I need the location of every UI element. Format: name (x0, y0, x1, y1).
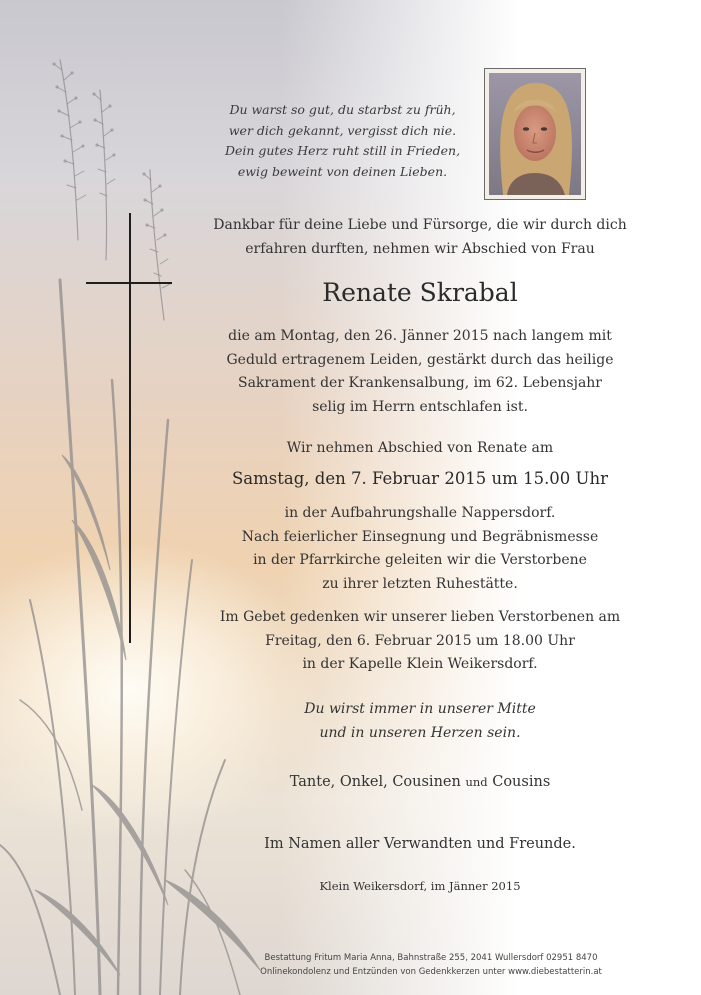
death-line: selig im Herrn entschlafen ist. (312, 398, 528, 415)
intro-line: Dankbar für deine Liebe und Fürsorge, die wir durch dich (213, 217, 627, 233)
mourners-list (190, 774, 650, 790)
poem-line: Du warst so gut, du starbst zu früh, (229, 102, 456, 117)
prayer-line: Freitag, den 6. Februar 2015 um 18.00 Uhr (265, 632, 575, 649)
place-line: Nach feierlicher Einsegnung und Begräbnismesse (241, 528, 599, 545)
intro-text (190, 214, 650, 261)
poem-line: Dein gutes Herz ruht still in Frieden, (224, 143, 461, 158)
dateline: Klein Weikersdorf, im Jänner 2015 (319, 879, 521, 893)
death-details (190, 325, 650, 419)
portrait-frame (484, 68, 586, 200)
portrait-photo (489, 73, 581, 195)
quote-line: Du wirst immer in unserer Mitte (304, 701, 536, 717)
intro-line: erfahren durften, nehmen wir Abschied von Frau (245, 240, 595, 257)
farewell-text: Wir nehmen Abschied von Renate am (286, 440, 554, 456)
funeral-place (190, 502, 650, 596)
death-line: Geduld ertragenem Leiden, gestärkt durch das heilige (226, 351, 614, 368)
closing-quote (190, 698, 650, 745)
footer-website-note: Onlinekondolenz und Entzünden von Gedenkkerzen unter www.diebestatterin.at (260, 967, 602, 977)
death-line: die am Montag, den 26. Jänner 2015 nach langem mit (228, 328, 612, 344)
deceased-name: Renate Skrabal (322, 278, 518, 307)
poem-line: wer dich gekannt, vergisst dich nie. (228, 122, 457, 138)
mourners-part: Tante, Onkel, Cousinen (289, 774, 461, 790)
prayer-line: Im Gebet gedenken wir unserer lieben Verstorbenen am (219, 609, 621, 625)
mourners-part: Cousins (492, 774, 551, 790)
footer-address: Bestattung Fritum Maria Anna, Bahnstraße 255, 2041 Wullersdorf 02951 8470 (264, 953, 598, 963)
place-line: in der Pfarrkirche geleiten wir die Verstorbene (253, 552, 587, 568)
funeral-home-footer (196, 951, 666, 979)
place-line: in der Aufbahrungshalle Nappersdorf. (284, 505, 556, 521)
mourners-conjunction: und (465, 775, 488, 789)
poem-line: ewig beweint von deinen Lieben. (237, 163, 448, 179)
relatives-line: Im Namen aller Verwandten und Freunde. (264, 836, 576, 852)
memorial-poem (215, 100, 470, 182)
death-line: Sakrament der Krankensalbung, im 62. Lebensjahr (237, 375, 602, 391)
prayer-line: in der Kapelle Klein Weikersdorf. (302, 656, 538, 672)
funeral-date: Samstag, den 7. Februar 2015 um 15.00 Uhr (232, 469, 608, 488)
prayer-notice (190, 606, 650, 677)
quote-line: und in unseren Herzen sein. (319, 724, 521, 741)
place-line: zu ihrer letzten Ruhestätte. (322, 575, 518, 592)
